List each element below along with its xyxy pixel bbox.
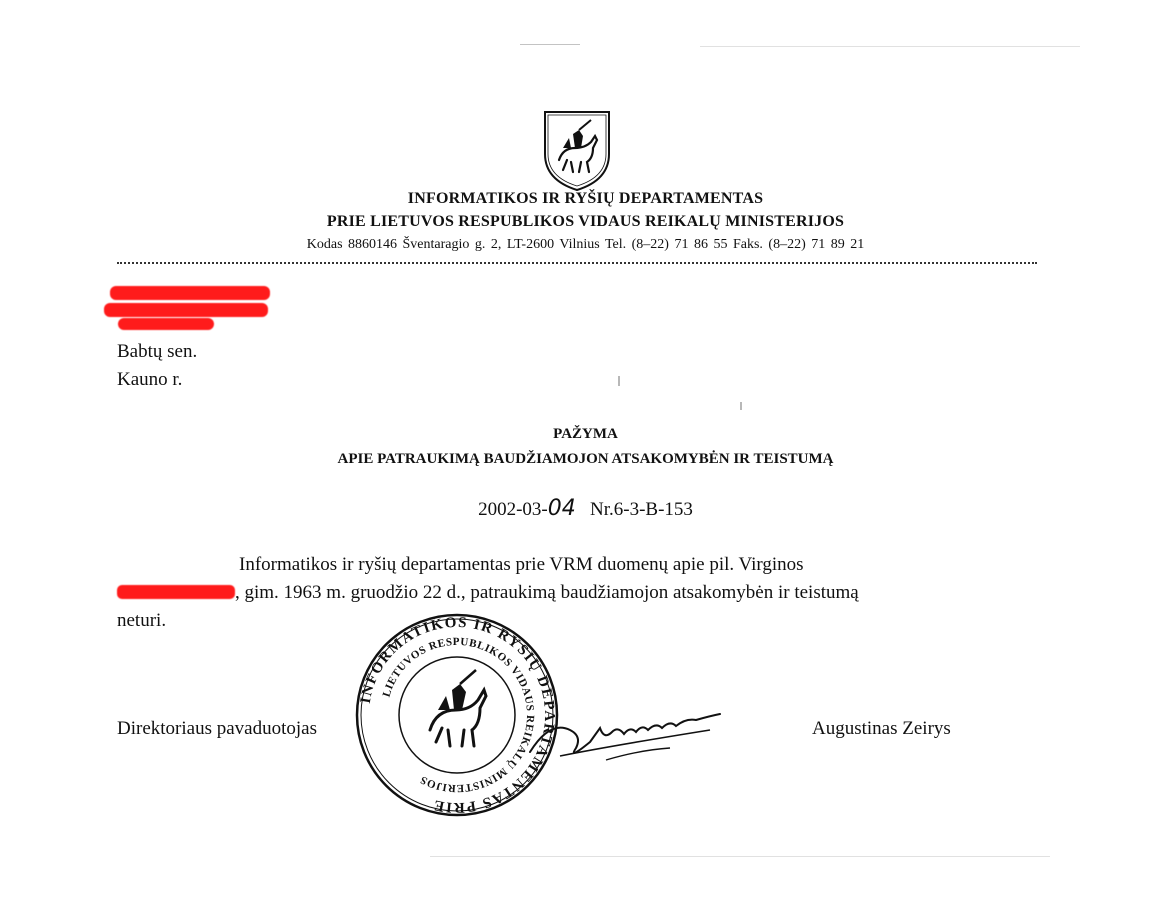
header-divider bbox=[117, 262, 1037, 264]
handwritten-signature bbox=[520, 690, 730, 770]
scan-speck bbox=[700, 46, 1080, 47]
coat-of-arms-icon bbox=[541, 108, 613, 192]
body-line-1: Informatikos ir ryšių departamentas prie VRM duomenų apie pil. Virginos bbox=[239, 554, 804, 575]
date-and-number bbox=[0, 496, 1171, 521]
signatory-position: Direktoriaus pavaduotojas bbox=[117, 718, 317, 739]
date-day-handwritten: 04 bbox=[547, 496, 576, 521]
body-line-3: neturi. bbox=[117, 610, 167, 631]
document-title: PAŽYMA bbox=[553, 426, 618, 442]
body-line-2 bbox=[117, 579, 1035, 607]
scan-speck bbox=[740, 402, 742, 410]
scan-speck bbox=[520, 44, 580, 45]
redacted-address-line-1 bbox=[110, 286, 270, 300]
stamp-outer-text: INFORMATIKOS IR RYŠIŲ DEPARTAMENTAS PRIE bbox=[357, 614, 558, 816]
signatory-name: Augustinas Zeirys bbox=[812, 718, 951, 739]
address-line-eldership: Babtų sen. bbox=[117, 341, 198, 362]
document-subtitle: APIE PATRAUKIMĄ BAUDŽIAMOJON ATSAKOMYBĖN IR TEISTUMĄ bbox=[337, 451, 834, 467]
document-number: Nr.6-3-B-153 bbox=[590, 499, 693, 520]
redacted-address-line-3 bbox=[118, 318, 214, 330]
date-prefix: 2002-03- bbox=[478, 499, 548, 520]
stamp-inner-text: LIETUVOS RESPUBLIKOS VIDAUS REIKALŲ MINISTERIJOS bbox=[380, 635, 537, 795]
body-line-2-text: , gim. 1963 m. gruodžio 22 d., patraukimą baudžiamojon atsakomybėn ir teistumą bbox=[235, 582, 859, 603]
address-line-district: Kauno r. bbox=[117, 369, 183, 390]
contact-details: Kodas 8860146 Šventaragio g. 2, LT-2600 Vilnius Tel. (8–22) 71 86 55 Faks. (8–22) 71 89 21 bbox=[306, 237, 865, 252]
redacted-address-line-2 bbox=[104, 303, 268, 317]
ministry-name: PRIE LIETUVOS RESPUBLIKOS VIDAUS REIKALŲ MINISTERIJOS bbox=[326, 213, 845, 230]
redacted-surname bbox=[117, 585, 235, 599]
scan-speck bbox=[618, 376, 620, 386]
scan-speck bbox=[430, 856, 1050, 857]
department-name: INFORMATIKOS IR RYŠIŲ DEPARTAMENTAS bbox=[407, 190, 764, 207]
